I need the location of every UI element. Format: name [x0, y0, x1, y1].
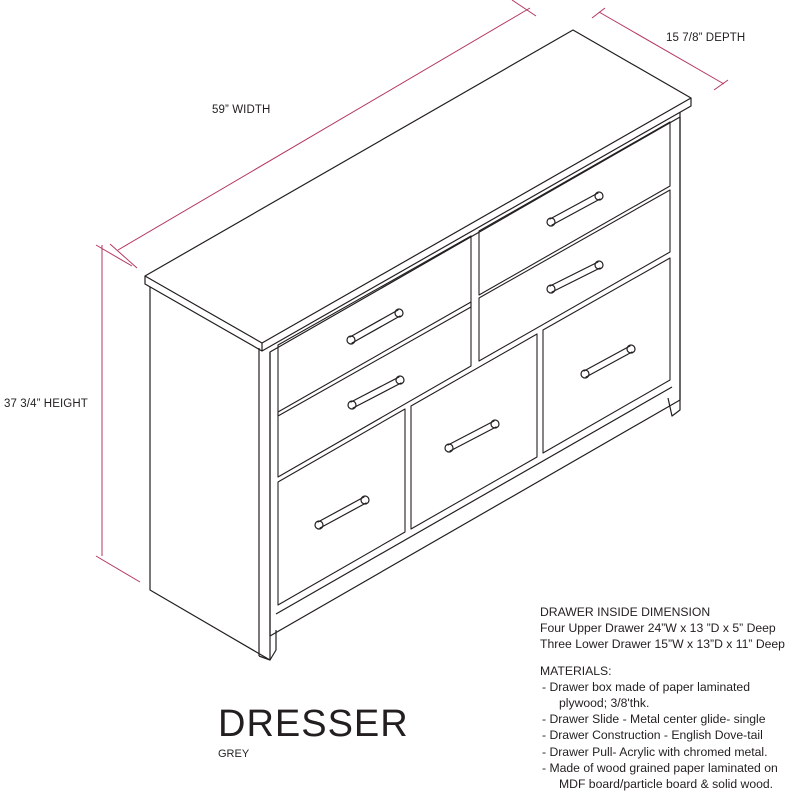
drawer-pull-upper-left-2: [348, 376, 404, 409]
width-tick-right: [512, 0, 536, 16]
drawer-front-lower-left: [278, 409, 405, 605]
top-side-edge: [262, 98, 691, 351]
drawer-inside-upper: Four Upper Drawer 24”W x 13 ”D x 5” Deep: [540, 621, 776, 636]
depth-dimension-line: [599, 12, 724, 84]
materials-item: - Drawer Construction - English Dove-tail: [542, 728, 763, 743]
drawer-inside-heading: DRAWER INSIDE DIMENSION: [540, 605, 711, 619]
front-face: [270, 117, 680, 636]
depth-tick-bottom: [714, 80, 728, 90]
drawer-pull-lower-left: [315, 496, 369, 529]
dresser-body: [145, 30, 691, 660]
drawer-pull-upper-right-1: [547, 192, 603, 226]
drawer-pulls: [315, 192, 635, 529]
dimension-lines: [96, 0, 728, 582]
materials-item: - Made of wood grained paper laminated on: [542, 760, 778, 775]
drawer-pull-lower-middle: [445, 420, 499, 452]
drawer-inside-lower: Three Lower Drawer 15”W x 13”D x 11” Deep: [540, 637, 785, 652]
materials-item: - Drawer box made of paper laminated: [542, 679, 750, 694]
materials-item: - Drawer Pull- Acrylic with chromed metal.: [542, 744, 768, 759]
top-front-edge: [145, 276, 262, 351]
product-color: GREY: [218, 748, 250, 760]
depth-dimension-label: 15 7/8” DEPTH: [666, 32, 746, 44]
drawer-pull-upper-left-1: [347, 309, 403, 344]
specifications-block: [540, 604, 798, 792]
product-name: DRESSER: [218, 703, 409, 745]
width-dimension-label: 59” WIDTH: [212, 104, 271, 116]
materials-item: MDF board/particle board & solid wood.: [559, 777, 774, 792]
rail-front-bottom: [276, 387, 672, 614]
drawer-pull-lower-right: [581, 345, 635, 378]
materials-heading: MATERIALS:: [540, 663, 612, 678]
drawer-pull-upper-right-2: [547, 261, 603, 293]
materials-item: - Drawer Slide - Metal center glide- single: [542, 712, 766, 727]
depth-tick-top: [592, 8, 605, 18]
side-panel: [150, 287, 270, 660]
drawer-front-upper-right-1: [479, 122, 670, 295]
materials-item: plywood; 3/8'thk.: [559, 696, 650, 711]
title-block: [218, 702, 409, 760]
height-dimension-label: 37 3/4” HEIGHT: [4, 398, 88, 410]
width-dimension-line: [118, 8, 530, 250]
height-tick-bottom: [96, 556, 140, 582]
